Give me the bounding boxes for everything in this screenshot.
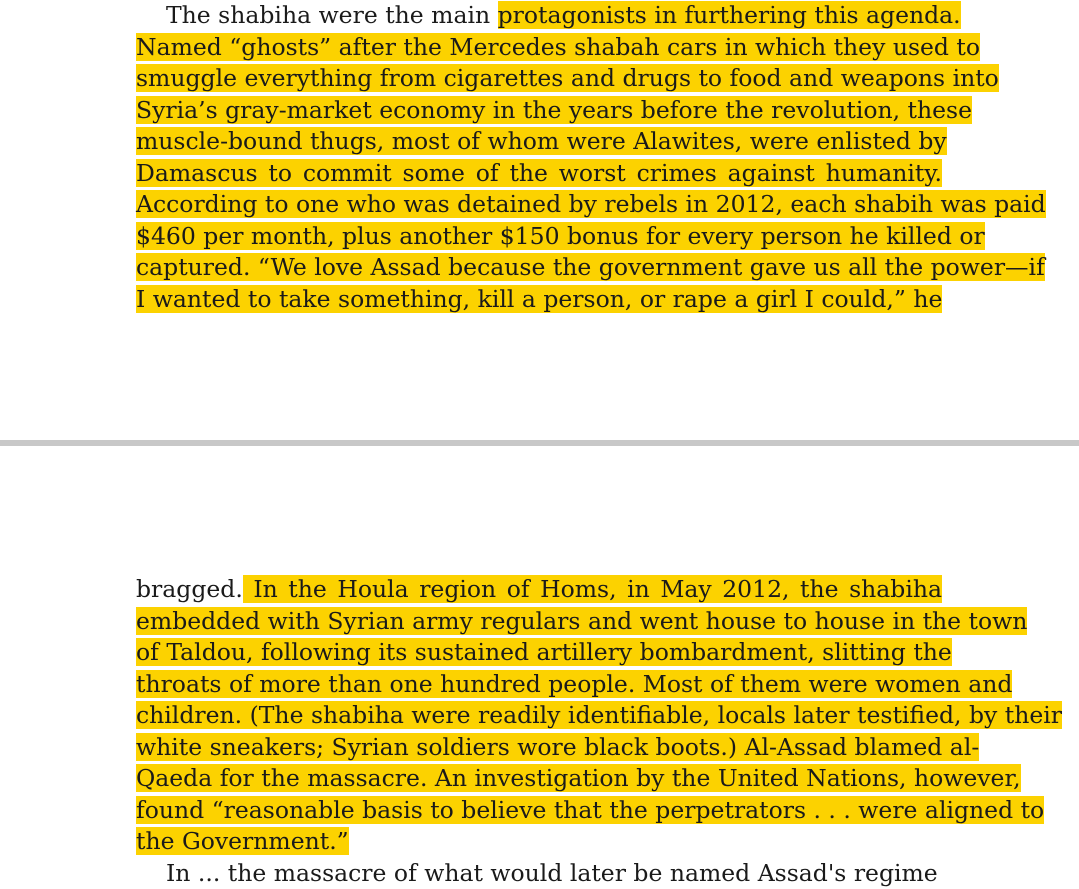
highlighted-text[interactable]: Named “ghosts” after the Mercedes shabah cars in which they used to [136,32,981,61]
text-line [136,63,999,95]
cutoff-text: In ... the massacre of what would later be named Assad's regime [166,858,938,887]
line-plain-text: bragged. [136,575,243,603]
highlighted-text[interactable]: embedded with Syrian army regulars and went house to house in the town [136,606,1028,635]
highlighted-text[interactable]: of Taldou, following its sustained artillery bombardment, slitting the [136,638,952,666]
text-line-cutoff [136,858,942,887]
paragraph-houla [136,574,1063,887]
text-line [136,606,1028,638]
text-line [136,637,952,669]
text-line [136,826,942,858]
highlighted-text[interactable]: children. (The shabiha were readily identifiable, locals later testified, by their [136,701,1063,729]
text-line [136,669,1013,701]
text-line [136,763,1021,795]
page-bottom [0,446,1079,887]
highlighted-text[interactable]: I wanted to take something, kill a person, or rape a girl I could,” he [136,284,943,313]
text-line [136,795,1045,827]
text-line [136,732,980,764]
line-plain-text: The shabiha were the main [166,1,498,29]
highlighted-text[interactable]: found “reasonable basis to believe that the perpetrators . . . were aligned to [136,795,1045,824]
page-top [0,0,1079,440]
highlighted-text[interactable]: captured. “We love Assad because the government gave us all the power—if [136,253,1045,281]
highlighted-text[interactable]: throats of more than one hundred people. Most of them were women and [136,669,1013,698]
paragraph-shabiha [136,0,1046,315]
text-line [136,221,985,253]
text-line [136,189,1046,221]
highlighted-text[interactable]: white sneakers; Syrian soldiers wore black boots.) Al-Assad blamed al- [136,732,980,761]
text-line [136,95,973,127]
text-line [136,0,961,32]
highlighted-text[interactable]: Qaeda for the massacre. An investigation by the United Nations, however, [136,764,1021,792]
highlighted-text[interactable]: muscle-bound thugs, most of whom were Alawites, were enlisted by [136,127,947,155]
highlighted-text[interactable]: protagonists in furthering this agenda. [497,1,961,29]
text-line [136,284,942,316]
highlighted-text[interactable]: Syria’s gray-market economy in the years before the revolution, these [136,95,973,124]
highlighted-text[interactable]: According to one who was detained by rebels in 2012, each shabih was paid [136,190,1046,218]
highlighted-text[interactable]: smuggle everything from cigarettes and drugs to food and weapons into [136,64,999,92]
highlighted-text[interactable]: Damascus to commit some of the worst crimes against humanity. [136,158,942,187]
highlighted-text[interactable]: the Government.” [136,827,349,855]
text-line [136,700,1063,732]
text-line [136,126,947,158]
highlighted-text[interactable]: In the Houla region of Homs, in May 2012, the shabiha [242,575,942,603]
text-line [136,32,981,64]
text-line [136,158,942,190]
text-line [136,574,942,606]
text-line [136,252,1045,284]
highlighted-text[interactable]: $460 per month, plus another $150 bonus for every person he killed or [136,221,985,250]
